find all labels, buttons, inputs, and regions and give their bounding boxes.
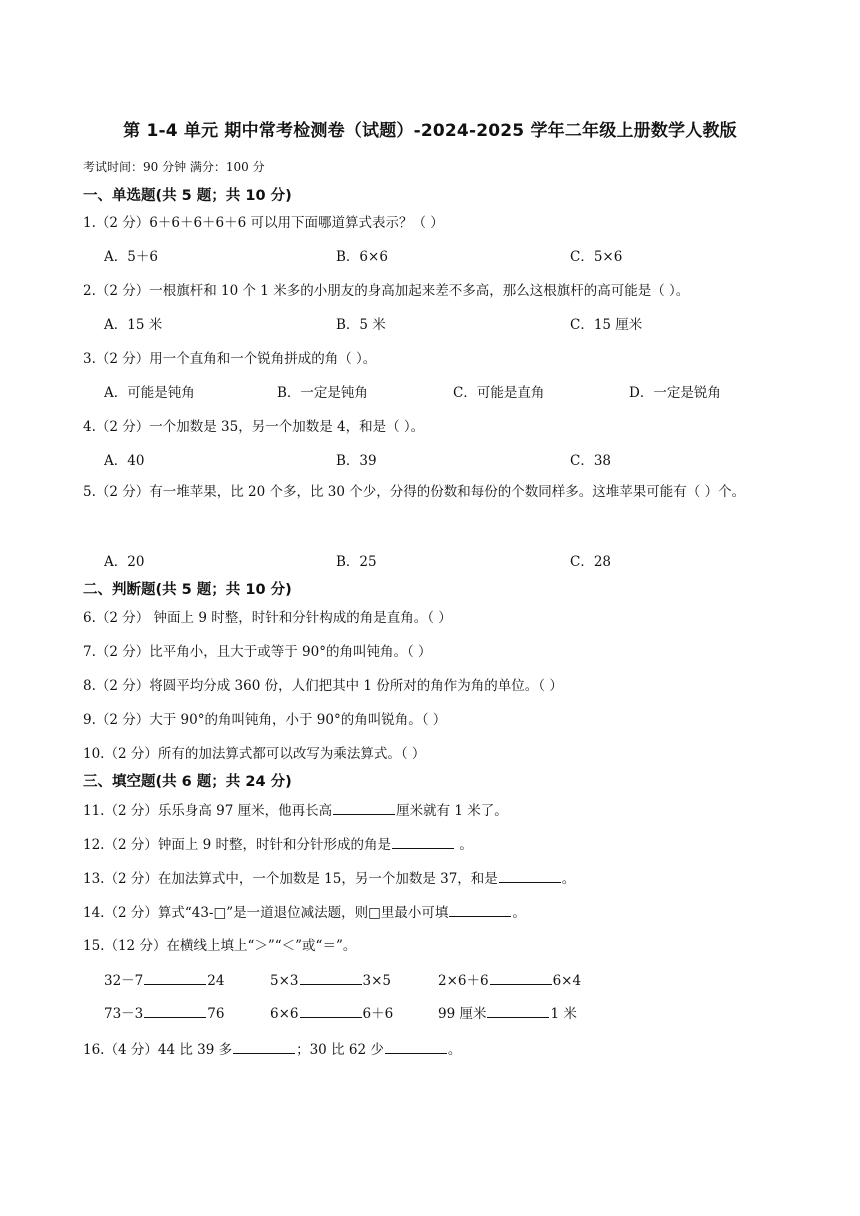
q12-text: 12.（2 分）钟面上 9 时整，时针和分针形成的角是	[83, 837, 392, 853]
question-9: 9.（2 分）大于 90°的角叫钝角，小于 90°的角叫锐角。（ ）	[83, 712, 447, 728]
question-2: 2.（2 分）一根旗杆和 10 个 1 米多的小朋友的身高加起来差不多高，那么这根旗杆的高可能是（ ）。	[83, 283, 690, 299]
question-8: 8.（2 分）将圆平均分成 360 份，人们把其中 1 份所对的角作为角的单位。（ ）	[83, 678, 563, 694]
question-5: 5.（2 分）有一堆苹果，比 20 个多，比 30 个少，分得的份数和每份的个数同样多。这堆苹果可能有（ ）个。	[83, 484, 746, 500]
question-4: 4.（2 分）一个加数是 35，另一个加数是 4，和是（ ）。	[83, 419, 425, 435]
q5-option-a: A．20	[104, 554, 145, 570]
compare-right: 3×5	[362, 973, 391, 989]
question-6: 6.（2 分） 钟面上 9 时整，时针和分针构成的角是直角。（ ）	[83, 610, 452, 626]
compare-item	[270, 970, 391, 991]
section-heading-true-false: 二、判断题(共 5 题；共 10 分)	[83, 582, 292, 598]
q11-text: 11.（2 分）乐乐身高 97 厘米，他再长高	[83, 803, 333, 819]
question-1: 1.（2 分）6＋6＋6＋6＋6 可以用下面哪道算式表示？（ ）	[83, 215, 444, 231]
answer-blank[interactable]	[392, 834, 454, 849]
compare-right: 6＋6	[362, 1006, 394, 1022]
answer-blank[interactable]	[385, 1039, 447, 1054]
q13-text: 13.（2 分）在加法算式中，一个加数是 15，另一个加数是 37，和是	[83, 871, 498, 887]
q4-option-c: C．38	[570, 453, 612, 469]
compare-item	[438, 1003, 577, 1024]
answer-blank[interactable]	[300, 970, 362, 985]
exam-meta: 考试时间：90 分钟 满分：100 分	[83, 160, 265, 174]
answer-blank[interactable]	[144, 1003, 206, 1018]
answer-blank[interactable]	[449, 902, 511, 917]
compare-right: 1 米	[550, 1006, 577, 1022]
answer-blank[interactable]	[487, 1003, 549, 1018]
compare-left: 99 厘米	[438, 1006, 487, 1022]
compare-item	[270, 1003, 393, 1024]
question-11	[83, 800, 508, 821]
q2-option-b: B．5 米	[336, 317, 386, 333]
question-15: 15.（12 分）在横线上填上“＞”“＜”或“＝”。	[83, 938, 357, 954]
compare-right: 6×4	[552, 973, 582, 989]
answer-blank[interactable]	[333, 800, 395, 815]
compare-right: 76	[207, 1006, 225, 1022]
compare-item	[104, 1003, 224, 1024]
question-14	[83, 902, 526, 923]
compare-left: 6×6	[270, 1006, 299, 1022]
q12-text-end: 。	[455, 837, 473, 853]
question-16	[83, 1039, 461, 1060]
compare-item	[438, 970, 581, 991]
answer-blank[interactable]	[300, 1003, 362, 1018]
question-12	[83, 834, 473, 855]
q2-option-c: C．15 厘米	[570, 317, 643, 333]
q3-option-a: A．可能是钝角	[104, 385, 195, 401]
q5-option-c: C．28	[570, 554, 612, 570]
q16-text-end: 。	[447, 1042, 462, 1058]
compare-left: 2×6＋6	[438, 973, 489, 989]
q16-text-mid: ；30 比 62 少	[296, 1042, 384, 1058]
q3-option-b: B．一定是钝角	[277, 385, 368, 401]
q1-option-a: A．5＋6	[104, 249, 158, 265]
question-3: 3.（2 分）用一个直角和一个锐角拼成的角（ ）。	[83, 351, 377, 367]
page-title: 第 1-4 单元 期中常考检测卷（试题）-2024-2025 学年二年级上册数学人教版	[123, 121, 737, 141]
q4-option-b: B．39	[336, 453, 377, 469]
compare-left: 32－7	[104, 973, 144, 989]
answer-blank[interactable]	[490, 970, 552, 985]
compare-left: 73－3	[104, 1006, 144, 1022]
compare-left: 5×3	[270, 973, 299, 989]
q4-option-a: A．40	[104, 453, 145, 469]
q5-option-b: B．25	[336, 554, 377, 570]
q16-text: 16.（4 分）44 比 39 多	[83, 1042, 233, 1058]
compare-item	[104, 970, 224, 991]
q11-text-end: 厘米就有 1 米了。	[396, 803, 508, 819]
q1-option-c: C．5×6	[570, 249, 623, 265]
question-10: 10.（2 分）所有的加法算式都可以改写为乘法算式。（ ）	[83, 746, 426, 762]
q2-option-a: A．15 米	[104, 317, 163, 333]
q3-option-c: C．可能是直角	[453, 385, 545, 401]
q14-text: 14.（2 分）算式“43-□”是一道退位减法题，则□里最小可填	[83, 905, 449, 921]
answer-blank[interactable]	[233, 1039, 295, 1054]
question-13	[83, 868, 575, 889]
q3-option-d: D．一定是锐角	[629, 385, 721, 401]
answer-blank[interactable]	[144, 970, 206, 985]
q1-option-b: B．6×6	[336, 249, 388, 265]
question-7: 7.（2 分）比平角小，且大于或等于 90°的角叫钝角。（ ）	[83, 644, 432, 660]
q13-text-end: 。	[561, 871, 576, 887]
compare-right: 24	[207, 973, 225, 989]
section-heading-fill-blank: 三、填空题(共 6 题；共 24 分)	[83, 774, 292, 790]
q14-text-end: 。	[512, 905, 526, 921]
answer-blank[interactable]	[499, 868, 561, 883]
section-heading-single-choice: 一、单选题(共 5 题；共 10 分)	[83, 188, 292, 204]
